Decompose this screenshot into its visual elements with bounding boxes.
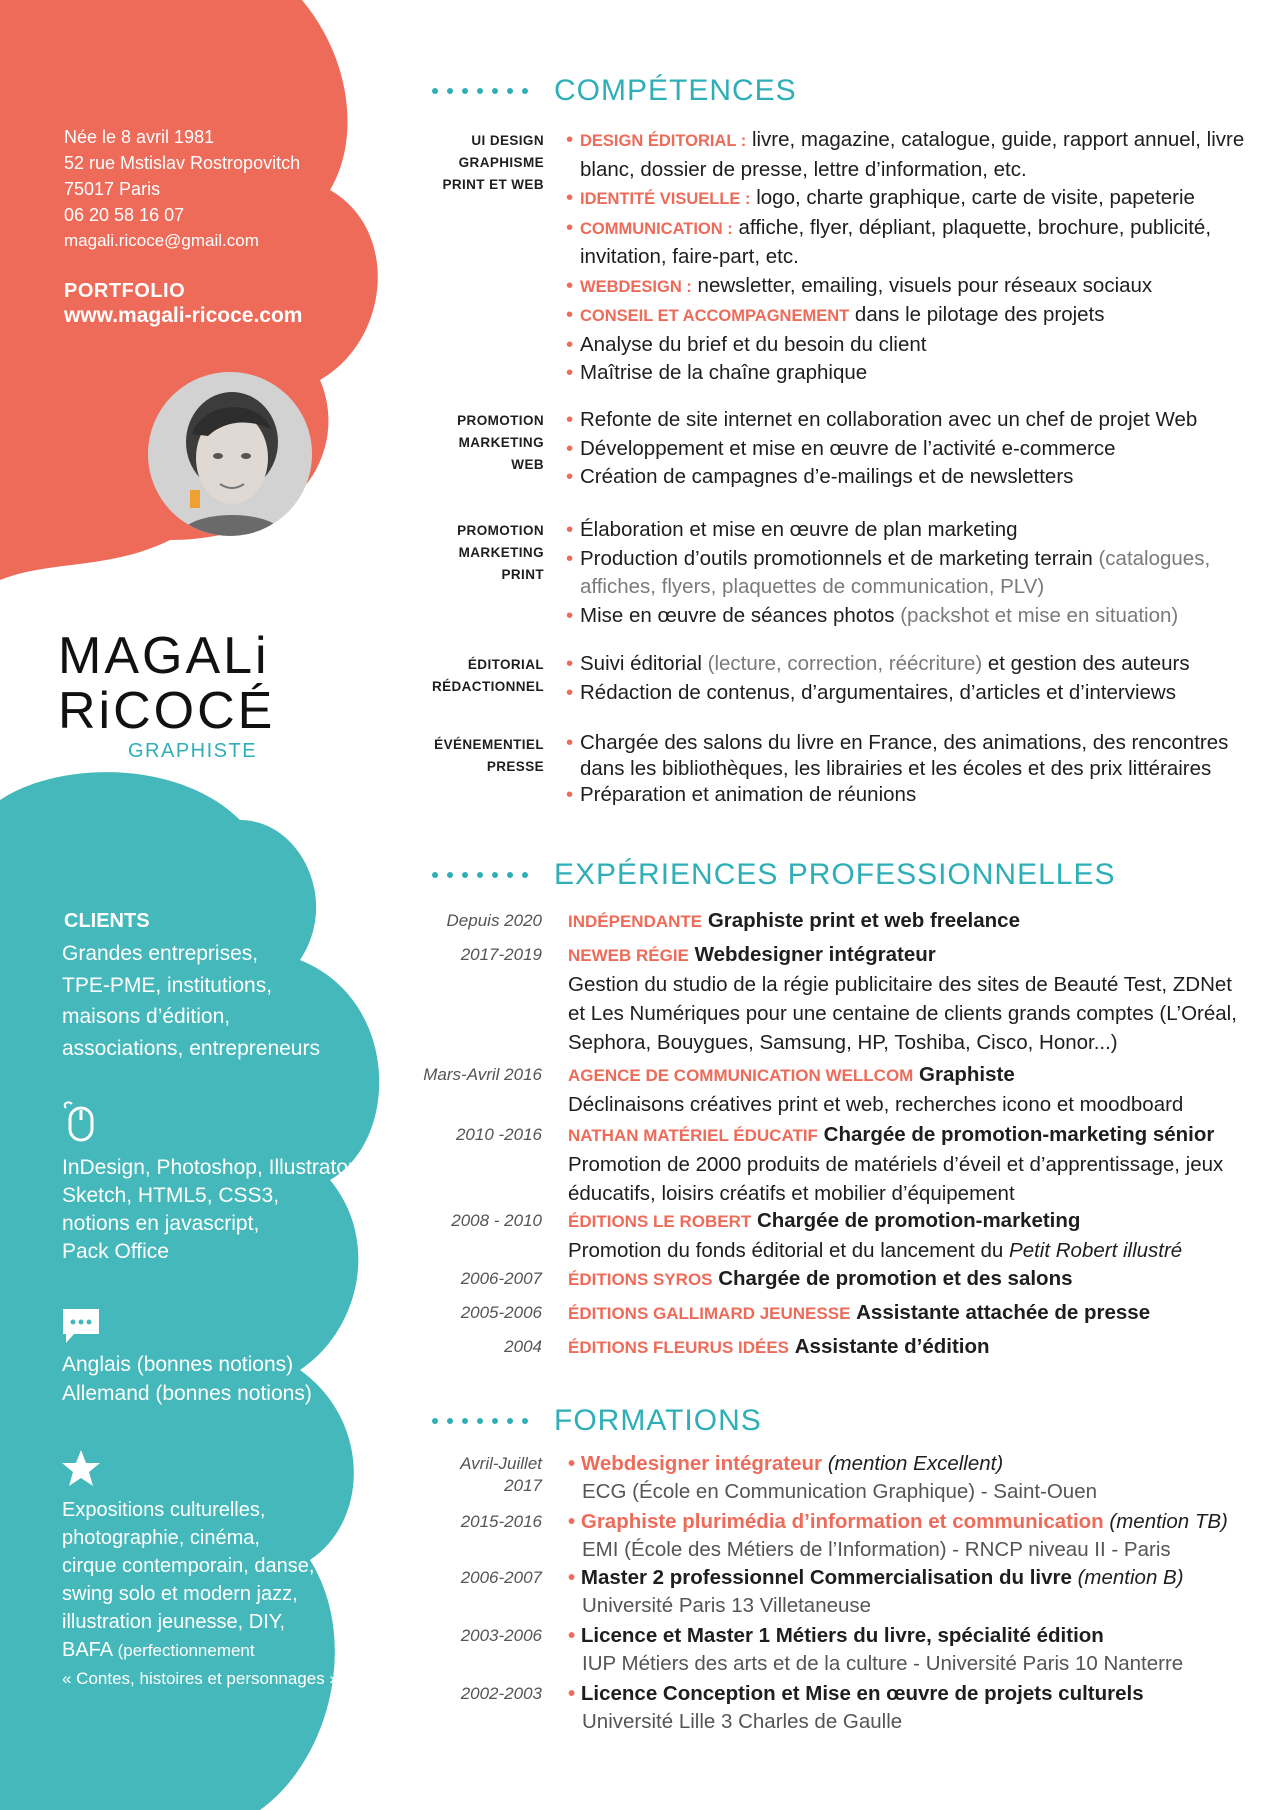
hobby-line: Expositions culturelles, <box>62 1499 266 1521</box>
formation-date: Avril-Juillet 2017 <box>460 1454 542 1495</box>
experience-body: ÉDITIONS SYROS Chargée de promotion et des salons <box>568 1267 1073 1290</box>
experience-description: Gestion du studio de la régie publicitaire des sites de Beauté Test, ZDNet et Les Numériques pour une centaine de clients grands comptes (L’Oréal, Sephora, Bouygues, Samsung, HP, Toshiba, Cisco, Honor...) <box>568 973 1237 1054</box>
formation-row <box>420 1622 1250 1678</box>
competence-items <box>566 406 1250 492</box>
experience-row <box>420 1120 1250 1208</box>
first-name: MAGALi <box>58 627 270 685</box>
experience-date: 2004 <box>504 1337 542 1356</box>
formation-body: • Master 2 professionnel Commercialisation du livre (mention B) Université Paris 13 Villetaneuse <box>568 1564 1250 1620</box>
list-item: • Préparation et animation de réunions <box>566 783 917 806</box>
hobby-line: « Contes, histoires et personnages ») <box>62 1669 345 1688</box>
formation-date: 2006-2007 <box>460 1568 542 1587</box>
portfolio-title: PORTFOLIO <box>64 280 186 302</box>
bafa-detail: (perfectionnement <box>117 1641 255 1660</box>
experience-body: ÉDITIONS GALLIMARD JEUNESSE Assistante attachée de presse <box>568 1301 1151 1324</box>
list-item: • CONSEIL ET ACCOMPAGNEMENT dans le pilotage des projets <box>566 303 1105 326</box>
hobby-line: cirque contemporain, danse, <box>62 1555 315 1577</box>
languages-list <box>62 1350 312 1408</box>
experience-body: INDÉPENDANTE Graphiste print et web freelance <box>568 909 1020 932</box>
experience-row <box>420 1206 1250 1265</box>
formation-date: 2015-2016 <box>460 1512 542 1531</box>
experience-row <box>420 940 1250 1057</box>
client-line: associations, entrepreneurs <box>62 1036 320 1060</box>
experience-date: Depuis 2020 <box>446 911 542 930</box>
profile-photo <box>148 372 312 536</box>
contact-block <box>64 124 300 254</box>
competence-group-editorial <box>420 650 1250 707</box>
experience-row <box>420 1298 1250 1328</box>
experience-date: Mars-Avril 2016 <box>423 1065 542 1084</box>
hobby-line <box>62 1636 382 1665</box>
formation-body: • Webdesigner intégrateur (mention Excellent) ECG (École en Communication Graphique) - Saint-Ouen <box>568 1450 1250 1506</box>
experience-row <box>420 1060 1250 1119</box>
clients-title: CLIENTS <box>64 910 150 932</box>
address-city: 75017 Paris <box>64 179 161 199</box>
experience-body: AGENCE DE COMMUNICATION WELLCOM Graphiste Déclinaisons créatives print et web, recherches icono et moodboard <box>568 1060 1250 1119</box>
star-icon <box>60 1448 102 1493</box>
formation-body: • Licence et Master 1 Métiers du livre, spécialité édition IUP Métiers des arts et de la culture - Université Paris 10 Nanterre <box>568 1622 1250 1678</box>
formation-row <box>420 1564 1250 1620</box>
experience-description: Promotion du fonds éditorial et du lancement du Petit Robert illustré <box>568 1239 1183 1262</box>
list-item: • DESIGN ÉDITORIAL : livre, magazine, catalogue, guide, rapport annuel, livre blanc, dossier de presse, lettre d’information, etc. <box>566 128 1245 181</box>
experience-row <box>420 906 1250 936</box>
competence-items <box>566 126 1250 388</box>
experience-date: 2010 -2016 <box>455 1125 542 1144</box>
experience-date: 2005-2006 <box>460 1303 542 1322</box>
experience-body: NEWEB RÉGIE Webdesigner intégrateur Gestion du studio de la régie publicitaire des sites de Beauté Test, ZDNet et Les Numériques pour une centaine de clients grands comptes (L’Oréal, Sephora, Bouygues, Samsung, HP, Toshiba, Cisco, Honor...) <box>568 940 1250 1057</box>
formation-row <box>420 1450 1250 1506</box>
formation-body: • Licence Conception et Mise en œuvre de projets culturels Université Lille 3 Charles de Gaulle <box>568 1680 1250 1736</box>
formation-date: 2002-2003 <box>460 1684 542 1703</box>
experience-date: 2008 - 2010 <box>451 1211 542 1230</box>
client-line: Grandes entreprises, <box>62 942 259 965</box>
experience-body: ÉDITIONS FLEURUS IDÉES Assistante d’édition <box>568 1335 990 1358</box>
formation-body: • Graphiste plurimédia d’information et communication (mention TB) EMI (École des Métiers de l’Information) - RNCP niveau II - Paris <box>568 1508 1250 1564</box>
bafa-label: BAFA <box>62 1639 113 1661</box>
list-item: • Analyse du brief et du besoin du client <box>566 332 927 356</box>
tools-line: notions en javascript, <box>62 1212 260 1235</box>
hobby-line: illustration jeunesse, DIY, <box>62 1611 286 1633</box>
portfolio-link[interactable]: www.magali-ricoce.com <box>64 304 303 327</box>
formation-school: Université Lille 3 Charles de Gaulle <box>582 1710 903 1733</box>
experience-date: 2017-2019 <box>460 945 542 964</box>
competence-items <box>566 650 1250 707</box>
experience-row <box>420 1264 1250 1294</box>
list-item: • Production d’outils promotionnels et de marketing terrain (catalogues, affiches, flyers, plaquettes de communication, PLV) <box>566 546 1211 598</box>
birth-date: Née le 8 avril 1981 <box>64 127 215 147</box>
tools-line: InDesign, Photoshop, Illustrator, <box>62 1156 360 1179</box>
competence-group-label: PROMOTION MARKETING PRINT <box>457 523 544 582</box>
list-item: • Rédaction de contenus, d’argumentaires, d’articles et d’interviews <box>566 680 1176 704</box>
list-item: • IDENTITÉ VISUELLE : logo, charte graphique, carte de visite, papeterie <box>566 186 1195 209</box>
list-item: • Maîtrise de la chaîne graphique <box>566 361 868 384</box>
job-title: GRAPHISTE <box>128 740 258 762</box>
tools-line: Pack Office <box>62 1240 169 1263</box>
experience-body: ÉDITIONS LE ROBERT Chargée de promotion-marketing Promotion du fonds éditorial et du lancement du Petit Robert illustré <box>568 1206 1250 1265</box>
formations-title: FORMATIONS <box>554 1404 762 1437</box>
experiences-header <box>432 858 1116 892</box>
list-item: • Élaboration et mise en œuvre de plan marketing <box>566 518 1018 541</box>
competence-group-ui-design <box>420 126 1250 388</box>
section-dots <box>432 1418 528 1424</box>
experience-description: Promotion de 2000 produits de matériels d’éveil et d’apprentissage, jeux éducatifs, loisirs créatifs et mobilier d’équipement <box>568 1153 1224 1205</box>
hobbies-list <box>62 1496 382 1693</box>
experience-row <box>420 1332 1250 1362</box>
experience-description: Déclinaisons créatives print et web, recherches icono et moodboard <box>568 1093 1184 1116</box>
section-dots <box>432 872 528 878</box>
address-street: 52 rue Mstislav Rostropovitch <box>64 153 301 173</box>
competence-group-marketing-print <box>420 516 1250 630</box>
competence-items <box>566 730 1250 810</box>
section-dots <box>432 88 528 94</box>
experience-body: NATHAN MATÉRIEL ÉDUCATIF Chargée de promotion-marketing sénior Promotion de 2000 produits de matériels d’éveil et d’apprentissage, jeux éducatifs, loisirs créatifs et mobilier d’équipement <box>568 1120 1250 1208</box>
list-item: • Création de campagnes d’e-mailings et de newsletters <box>566 465 1074 488</box>
competences-title: COMPÉTENCES <box>554 74 797 107</box>
experience-date: 2006-2007 <box>460 1269 542 1288</box>
formations-header <box>432 1404 762 1438</box>
tools-list <box>62 1154 382 1266</box>
list-item: • COMMUNICATION : affiche, flyer, dépliant, plaquette, brochure, publicité, invitation, faire-part, etc. <box>566 215 1212 268</box>
experiences-title: EXPÉRIENCES PROFESSIONNELLES <box>554 858 1116 891</box>
competence-group-marketing-web <box>420 406 1250 492</box>
speech-bubble-icon <box>60 1306 102 1351</box>
email-link[interactable]: magali.ricoce@gmail.com <box>64 231 259 250</box>
competence-group-evenementiel <box>420 730 1250 810</box>
competence-group-label: ÉVÉNEMENTIEL PRESSE <box>434 737 544 774</box>
portrait-illustration <box>148 372 312 536</box>
formation-school: EMI (École des Métiers de l’Information) - RNCP niveau II - Paris <box>582 1538 1171 1561</box>
competences-header <box>432 74 797 108</box>
formation-row <box>420 1508 1250 1564</box>
language-line: Allemand (bonnes notions) <box>62 1382 312 1405</box>
mouse-icon <box>60 1100 100 1147</box>
list-item: • Développement et mise en œuvre de l’activité e-commerce <box>566 436 1116 460</box>
competence-group-label: PROMOTION MARKETING WEB <box>457 413 544 472</box>
clients-list <box>62 938 362 1064</box>
client-line: TPE-PME, institutions, <box>62 973 273 997</box>
hobby-line: swing solo et modern jazz, <box>62 1583 298 1605</box>
formation-row <box>420 1680 1250 1736</box>
list-item: • Suivi éditorial (lecture, correction, réécriture) et gestion des auteurs <box>566 652 1190 675</box>
phone: 06 20 58 16 07 <box>64 205 185 225</box>
formation-date: 2003-2006 <box>460 1626 542 1645</box>
list-item: • Mise en œuvre de séances photos (packshot et mise en situation) <box>566 603 1179 627</box>
client-line: maisons d’édition, <box>62 1005 231 1028</box>
competence-items <box>566 516 1250 630</box>
last-name: RiCOCÉ <box>58 682 276 740</box>
tools-line: Sketch, HTML5, CSS3, <box>62 1184 280 1207</box>
hobby-line: photographie, cinéma, <box>62 1527 260 1549</box>
list-item: • Chargée des salons du livre en France, des animations, des rencontres dans les bibliothèques, les librairies et les écoles et des prix littéraires <box>566 731 1229 780</box>
list-item: • WEBDESIGN : newsletter, emailing, visuels pour réseaux sociaux <box>566 273 1153 297</box>
competence-group-label: ÉDITORIAL RÉDACTIONNEL <box>431 657 544 694</box>
competence-group-label: UI DESIGN GRAPHISME PRINT ET WEB <box>442 133 544 192</box>
formation-school: IUP Métiers des arts et de la culture - Université Paris 10 Nanterre <box>582 1652 1184 1675</box>
language-line: Anglais (bonnes notions) <box>62 1353 294 1376</box>
formation-school: ECG (École en Communication Graphique) - Saint-Ouen <box>582 1480 1098 1503</box>
list-item: • Refonte de site internet en collaboration avec un chef de projet Web <box>566 408 1198 431</box>
formation-school: Université Paris 13 Villetaneuse <box>582 1594 872 1617</box>
